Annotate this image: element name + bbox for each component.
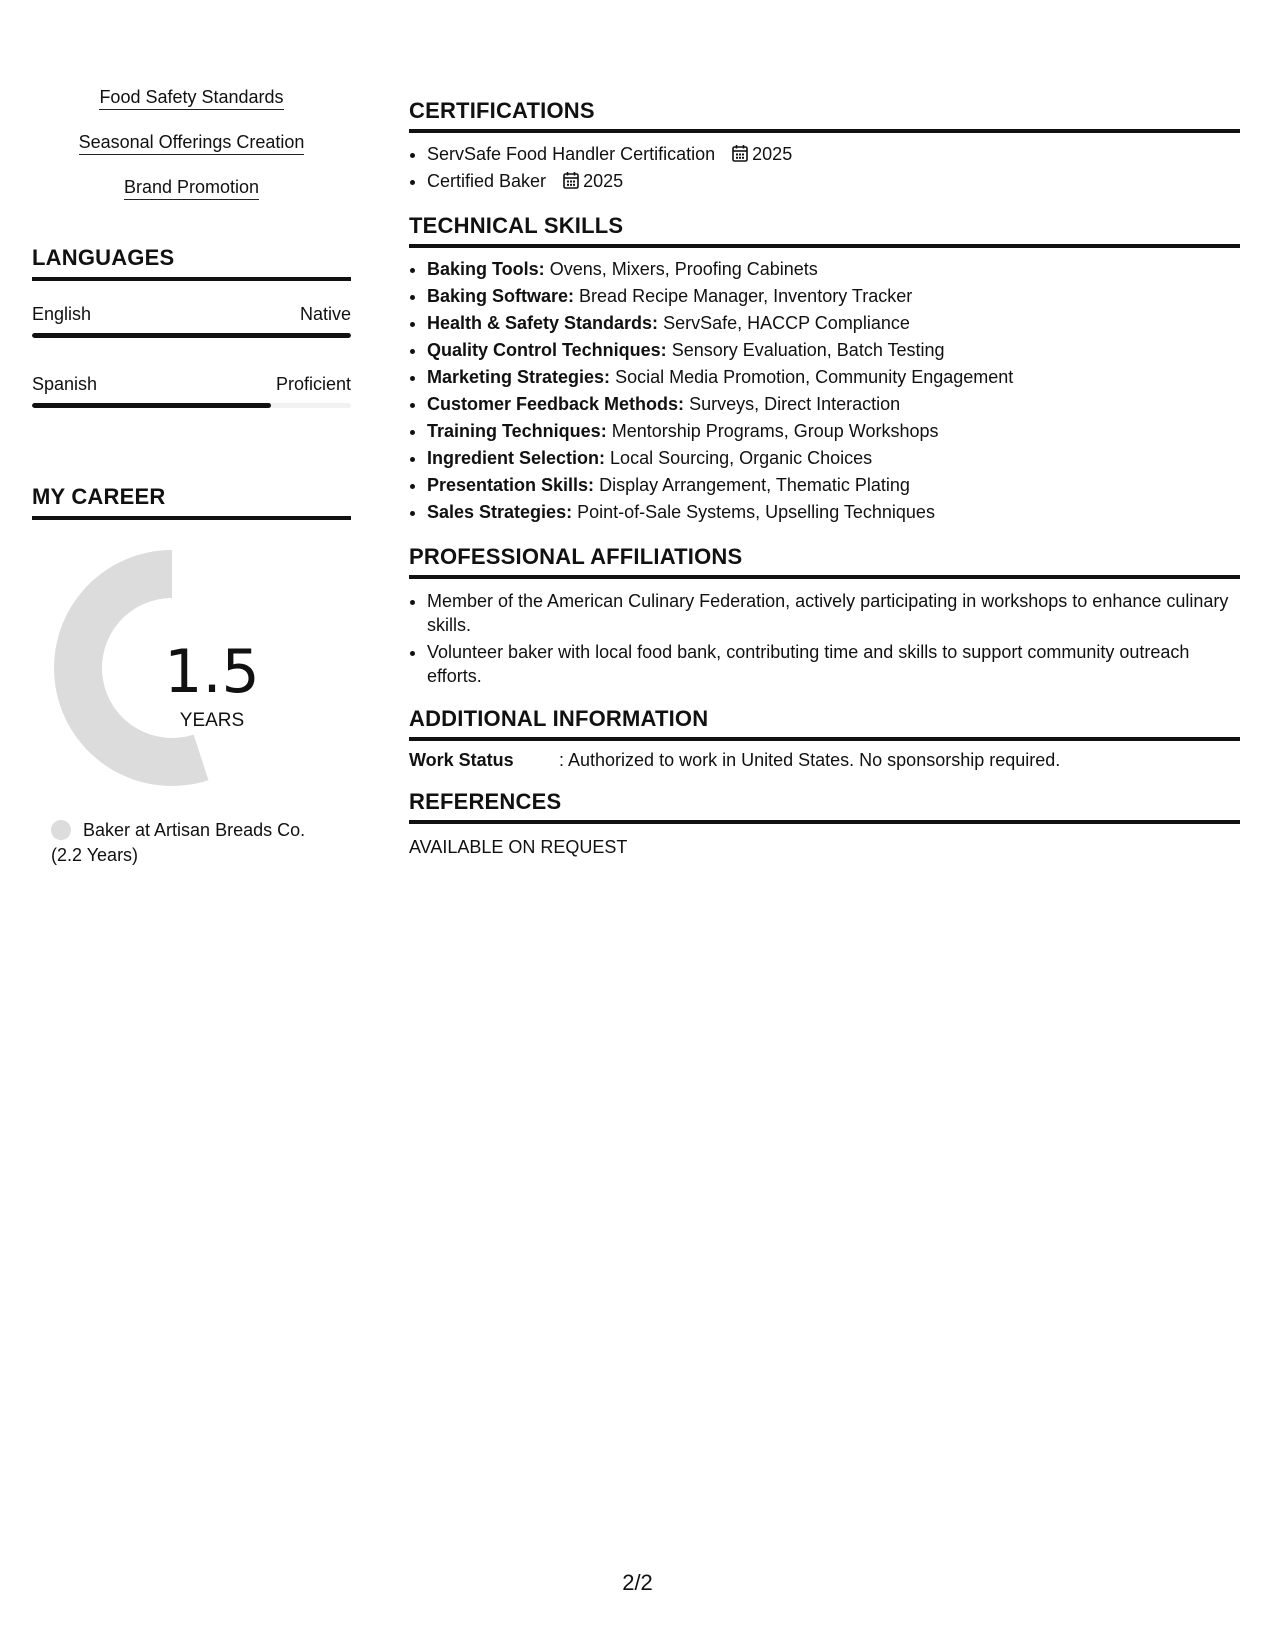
- main-content: [409, 98, 1240, 858]
- skill-values: Point-of-Sale Systems, Upselling Techniques: [577, 502, 935, 522]
- list-item: • Volunteer baker with local food bank, contributing time and skills to support community outreach efforts.: [427, 640, 1240, 688]
- list-item: [427, 310, 1240, 337]
- skill-values: Ovens, Mixers, Proofing Cabinets: [549, 259, 818, 279]
- career-legend-label: Baker at Artisan Breads Co.: [83, 820, 306, 840]
- skill-category: Baking Software:: [427, 286, 575, 306]
- skill-category: Presentation Skills:: [427, 475, 595, 495]
- language-proficiency-bar: [32, 333, 351, 338]
- legend-dot-icon: [51, 820, 71, 840]
- certifications-list: [409, 141, 1240, 195]
- certification-item: [427, 168, 1240, 195]
- skill-tag: Food Safety Standards: [99, 86, 283, 110]
- list-item: [427, 256, 1240, 283]
- skill-values: Display Arrangement, Thematic Plating: [599, 475, 910, 495]
- career-heading: MY CAREER: [32, 484, 351, 520]
- skill-category: Quality Control Techniques:: [427, 340, 667, 360]
- certification-year: 2025: [752, 144, 793, 164]
- technical-skills-list: [409, 256, 1240, 526]
- language-name: English: [32, 304, 92, 324]
- skill-values: Local Sourcing, Organic Choices: [610, 448, 873, 468]
- language-item: [32, 373, 351, 408]
- career-legend-item: [51, 818, 351, 868]
- skill-category: Customer Feedback Methods:: [427, 394, 685, 414]
- skill-values: Mentorship Programs, Group Workshops: [611, 421, 939, 441]
- career-ring-chart: [32, 540, 351, 810]
- calendar-icon: [563, 171, 579, 189]
- list-item: [427, 445, 1240, 472]
- list-item: [427, 283, 1240, 310]
- affiliations-list: [409, 589, 1240, 688]
- skill-tag: Seasonal Offerings Creation: [79, 131, 305, 155]
- language-proficiency-bar: [32, 403, 351, 408]
- list-item: [427, 418, 1240, 445]
- calendar-icon: [732, 144, 748, 162]
- page-number: 2/2: [622, 1570, 653, 1595]
- language-proficiency-fill: [32, 403, 271, 408]
- work-status-row: [409, 749, 1240, 771]
- career-legend-duration: (2.2 Years): [51, 845, 139, 865]
- language-proficiency-fill: [32, 333, 351, 338]
- list-item: • Member of the American Culinary Federation, actively participating in workshops to enhance culinary skills.: [427, 589, 1240, 637]
- career-years-label: YEARS: [179, 710, 245, 731]
- skill-values: Social Media Promotion, Community Engagement: [615, 367, 1014, 387]
- technical-skills-heading: TECHNICAL SKILLS: [409, 213, 1240, 248]
- references-text: AVAILABLE ON REQUEST: [409, 837, 628, 857]
- list-item: [427, 391, 1240, 418]
- certification-name: ServSafe Food Handler Certification: [427, 144, 716, 164]
- affiliations-heading: PROFESSIONAL AFFILIATIONS: [409, 544, 1240, 579]
- list-item: [427, 472, 1240, 499]
- skills-list: [32, 86, 351, 200]
- skill-category: Baking Tools:: [427, 259, 545, 279]
- list-item: [427, 364, 1240, 391]
- skill-category: Training Techniques:: [427, 421, 607, 441]
- sidebar: [32, 86, 351, 868]
- list-item: [427, 499, 1240, 526]
- skill-category: Marketing Strategies:: [427, 367, 611, 387]
- skill-tag: Brand Promotion: [124, 176, 259, 200]
- skill-category: Health & Safety Standards:: [427, 313, 659, 333]
- career-years-value: 1.5: [164, 637, 260, 707]
- skill-values: Surveys, Direct Interaction: [689, 394, 901, 414]
- references-heading: REFERENCES: [409, 789, 1240, 824]
- language-item: [32, 303, 351, 338]
- language-level: Proficient: [275, 374, 351, 394]
- certification-year: 2025: [583, 171, 624, 191]
- languages-heading: LANGUAGES: [32, 245, 351, 281]
- skill-values: Sensory Evaluation, Batch Testing: [671, 340, 945, 360]
- skill-values: Bread Recipe Manager, Inventory Tracker: [579, 286, 913, 306]
- certification-name: Certified Baker: [427, 171, 547, 191]
- skill-category: Ingredient Selection:: [427, 448, 606, 468]
- certification-item: [427, 141, 1240, 168]
- certifications-heading: CERTIFICATIONS: [409, 98, 1240, 133]
- work-status-value: : Authorized to work in United States. No sponsorship required.: [559, 750, 1061, 770]
- skill-category: Sales Strategies:: [427, 502, 573, 522]
- language-name: Spanish: [32, 374, 98, 394]
- additional-info-heading: ADDITIONAL INFORMATION: [409, 706, 1240, 741]
- list-item: [427, 337, 1240, 364]
- skill-values: ServSafe, HACCP Compliance: [663, 313, 910, 333]
- language-level: Native: [299, 304, 351, 324]
- work-status-label: Work Status: [409, 750, 514, 770]
